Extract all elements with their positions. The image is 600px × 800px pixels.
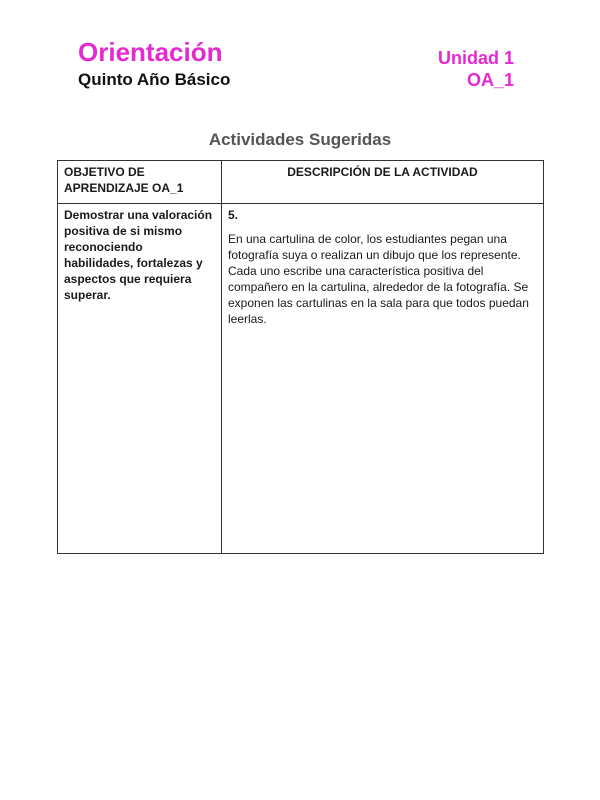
activity-table [57,160,544,554]
objective-cell [58,204,222,554]
table-header-row [58,161,544,204]
page-title: Orientación [78,37,223,67]
section-title: Actividades Sugeridas [208,130,392,149]
description-column-header: DESCRIPCIÓN DE LA ACTIVIDAD [222,161,544,204]
objective-column-header: OBJETIVO DE APRENDIZAJE OA_1 [58,161,222,204]
oa-label: OA_1 [466,70,514,90]
page-subtitle: Quinto Año Básico [78,70,231,89]
activity-number: 5. [228,208,239,222]
table-row [58,204,544,554]
objective-text: Demostrar una valoración positiva de si mismo reconociendo habilidades, fortalezas y aspectos que requiera superar. [64,208,213,302]
unit-label: Unidad 1 [437,48,514,68]
description-cell [222,204,544,554]
activity-description: En una cartulina de color, los estudiantes pegan una fotografía suya o realizan un dibujo que los represente. Cada uno escribe una característica positiva del compañero en la cartulina, alrededor de la fotografía. Se exponen las cartulinas en la sala para que todos puedan leerlas. [228,232,529,326]
